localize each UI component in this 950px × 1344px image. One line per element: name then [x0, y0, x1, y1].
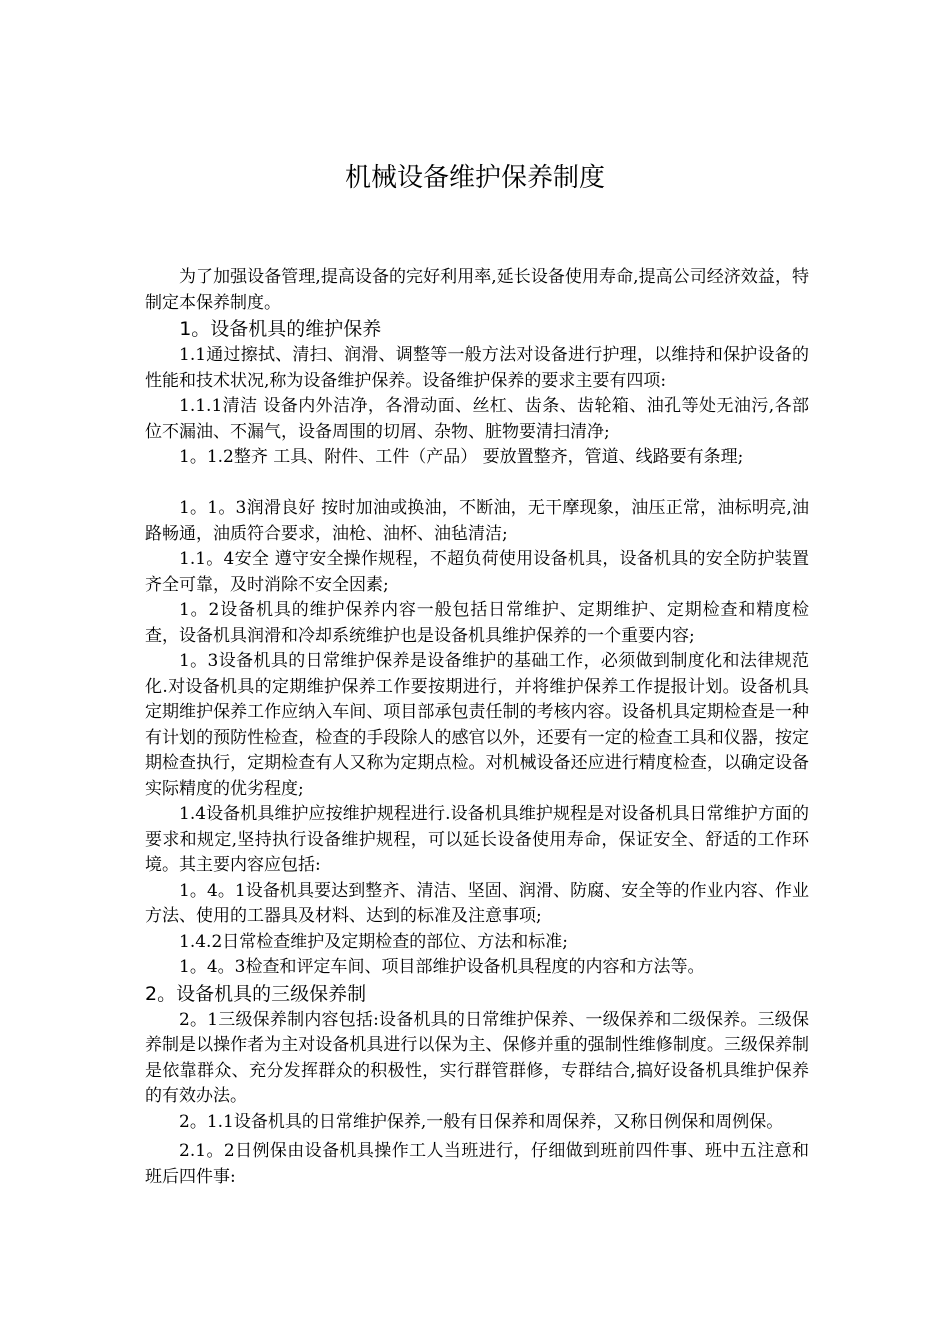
document-body — [145, 265, 809, 1190]
paragraph-1-3: 1。3设备机具的日常维护保养是设备维护的基础工作，必须做到制度化和法律规范化.对设备机具的定期维护保养工作要按期进行，并将维护保养工作提报计划。设备机具定期维护保养工作应纳入车间、项目部承包责任制的考核内容。设备机具定期检查是一种有计划的预防性检查，检查的手段除人的感官以外，还要有一定的检查工具和仪器，按定期检查执行，定期检查有人又称为定期点检。对机械设备还应进行精度检查，以确定设备实际精度的优劣程度; — [145, 651, 809, 799]
paragraph-1-2: 1。2设备机具的维护保养内容一般包括日常维护、定期维护、定期检查和精度检查，设备机具润滑和冷却系统维护也是设备机具维护保养的一个重要内容; — [145, 600, 809, 646]
paragraph-1-1: 1.1通过擦拭、清扫、润滑、调整等一般方法对设备进行护理，以维持和保护设备的性能和技术状况,称为设备维护保养。设备维护保养的要求主要有四项: — [145, 345, 809, 391]
section-1-heading: 1。设备机具的维护保养 — [179, 318, 382, 340]
paragraph-1-4: 1.4设备机具维护应按维护规程进行.设备机具维护规程是对设备机具日常维护方面的要求和规定,坚持执行设备维护规程，可以延长设备使用寿命，保证安全、舒适的工作环境。其主要内容应包括: — [145, 804, 809, 875]
section-2-heading: 2。设备机具的三级保养制 — [145, 982, 367, 1005]
intro-paragraph: 为了加强设备管理,提高设备的完好利用率,延长设备使用寿命,提高公司经济效益，特制定本保养制度。 — [145, 267, 809, 313]
paragraph-1-1-1: 1.1.1清洁 设备内外洁净，各滑动面、丝杠、齿条、齿轮箱、油孔等处无油污,各部位不漏油、不漏气，设备周围的切屑、杂物、脏物要清扫清净; — [145, 396, 809, 442]
paragraph-2-1-2: 2.1。2日例保由设备机具操作工人当班进行，仔细做到班前四件事、班中五注意和班后四件事: — [145, 1141, 809, 1187]
paragraph-2-1: 2。1三级保养制内容包括:设备机具的日常维护保养、一级保养和二级保养。三级保养制是以操作者为主对设备机具进行以保为主、保修并重的强制性维修制度。三级保养制是依靠群众、充分发挥群众的积极性，实行群管群修，专群结合,搞好设备机具维护保养的有效办法。 — [145, 1009, 809, 1106]
paragraph-1-1-3: 1。1。3润滑良好 按时加油或换油，不断油，无干摩现象，油压正常，油标明亮,油路畅通，油质符合要求，油枪、油杯、油毡清洁; — [145, 498, 809, 544]
paragraph-1-4-2: 1.4.2日常检查维护及定期检查的部位、方法和标准; — [179, 931, 568, 952]
document-title: 机械设备维护保养制度 — [344, 163, 605, 193]
paragraph-2-1-1: 2。1.1设备机具的日常维护保养,一般有日保养和周保养，又称日例保和周例保。 — [179, 1111, 784, 1132]
paragraph-1-1-4: 1.1。4安全 遵守安全操作规程，不超负荷使用设备机具，设备机具的安全防护装置齐全可靠，及时消除不安全因素; — [145, 549, 809, 595]
paragraph-1-4-1: 1。4。1设备机具要达到整齐、清洁、坚固、润滑、防腐、安全等的作业内容、作业方法、使用的工器具及材料、达到的标准及注意事项; — [145, 880, 809, 926]
paragraph-1-1-2: 1。1.2整齐 工具、附件、工件（产品） 要放置整齐，管道、线路要有条理; — [179, 447, 744, 467]
paragraph-1-4-3: 1。4。3检查和评定车间、项目部维护设备机具程度的内容和方法等。 — [179, 957, 705, 977]
